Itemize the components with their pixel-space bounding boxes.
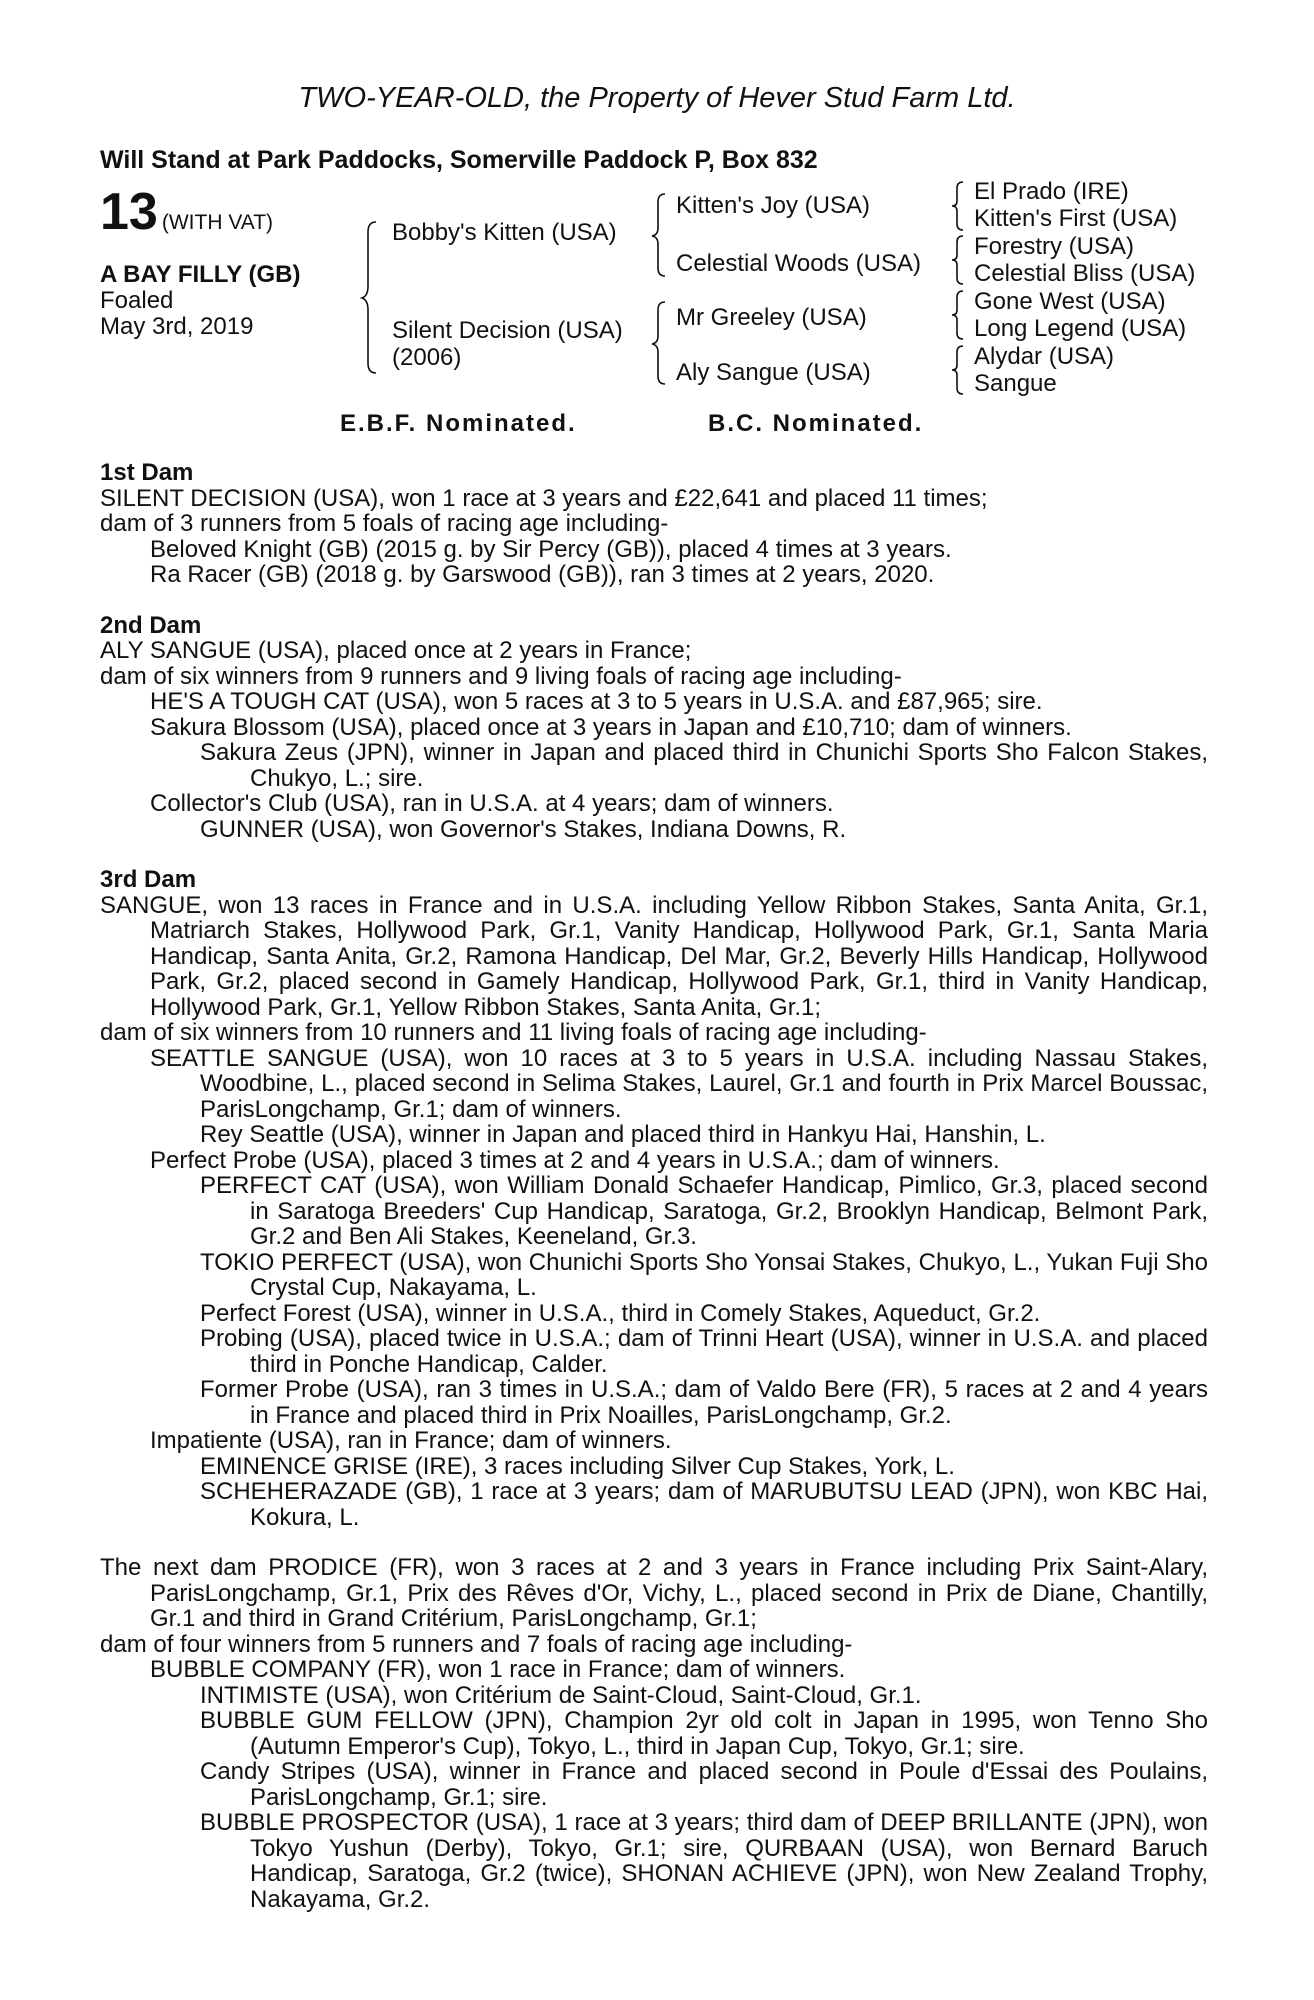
dam-line: The next dam PRODICE (FR), won 3 races at 2 and 3 years in France including Prix Saint-Alary, ParisLongchamp, Gr.1, Prix des Rêves d'Or, Vichy, L., placed second in Prix de Diane, Chantilly, Gr.1 and third in Grand Critérium, ParisLongchamp, Gr.1; — [100, 1554, 1208, 1632]
pedigree-sire: Bobby's Kitten (USA) — [392, 219, 617, 246]
stand-location: Will Stand at Park Paddocks, Somerville Paddock P, Box 832 — [100, 146, 818, 174]
pedigree-dam: Silent Decision (USA) — [392, 317, 623, 344]
page-title: TWO-YEAR-OLD, the Property of Hever Stud Farm Ltd. — [298, 82, 1016, 114]
dam-line: dam of 3 runners from 5 foals of racing age including- — [100, 510, 669, 537]
progeny-line: EMINENCE GRISE (IRE), 3 races including Silver Cup Stakes, York, L. — [200, 1452, 955, 1480]
pedigree-g3: Forestry (USA) — [974, 233, 1135, 260]
dam-line: SILENT DECISION (USA), won 1 race at 3 years and £22,641 and placed 11 times; — [100, 484, 988, 512]
pedigree-g7: Alydar (USA) — [974, 343, 1115, 370]
ebf-nomination: E.B.F. Nominated. — [340, 410, 577, 437]
pedigree-g1: El Prado (IRE) — [974, 178, 1129, 205]
pedigree-g2: Kitten's First (USA) — [974, 205, 1178, 232]
foaled-label: Foaled — [100, 287, 174, 314]
progeny-line: INTIMISTE (USA), won Critérium de Saint-Cloud, Saint-Cloud, Gr.1. — [200, 1681, 922, 1709]
progeny-line: TOKIO PERFECT (USA), won Chunichi Sports Sho Yonsai Stakes, Chukyo, L., Yukan Fuji Sho Crystal Cup, Nakayama, L. — [200, 1248, 1208, 1301]
pedigree-g6: Long Legend (USA) — [974, 315, 1187, 342]
sire-line-brace-icon — [650, 192, 668, 278]
progeny-line: HE'S A TOUGH CAT (USA), won 5 races at 3 to 5 years in U.S.A. and £87,965; sire. — [150, 688, 1043, 715]
sire-dam-brace-icon — [360, 220, 380, 375]
progeny-line: PERFECT CAT (USA), won William Donald Schaefer Handicap, Pimlico, Gr.3, placed second in Saratoga Breeders' Cup Handicap, Saratoga, Gr.2, Brooklyn Handicap, Belmont Park, Gr.2 and Ben Ali Stakes, Keeneland, Gr.3. — [200, 1172, 1208, 1250]
progeny-line: Former Probe (USA), ran 3 times in U.S.A.; dam of Valdo Bere (FR), 5 races at 2 and 4 years in France and placed third in Prix Noailles, ParisLongchamp, Gr.2. — [200, 1376, 1208, 1429]
progeny-line: Perfect Forest (USA), winner in U.S.A., third in Comely Stakes, Aqueduct, Gr.2. — [200, 1299, 1041, 1327]
progeny-line: Probing (USA), placed twice in U.S.A.; dam of Trinni Heart (USA), winner in U.S.A. and placed third in Ponche Handicap, Calder. — [200, 1325, 1208, 1378]
dam-line: dam of six winners from 10 runners and 11 living foals of racing age including- — [100, 1019, 927, 1046]
first-dam-section — [100, 460, 1208, 588]
pedigree-sire-sire: Kitten's Joy (USA) — [676, 192, 870, 219]
lot-number: 13 — [100, 183, 158, 241]
progeny-line: Candy Stripes (USA), winner in France and placed second in Poule d'Essai des Poulains, ParisLongchamp, Gr.1; sire. — [200, 1758, 1208, 1811]
dam-line: dam of four winners from 5 runners and 7 foals of racing age including- — [100, 1630, 853, 1658]
g56-brace-icon — [950, 289, 966, 341]
dam-line: ALY SANGUE (USA), placed once at 2 years in France; — [100, 637, 692, 664]
third-dam-section — [100, 867, 1208, 1530]
second-dam-section — [100, 613, 1208, 843]
horse-name: A BAY FILLY (GB) — [100, 261, 301, 288]
progeny-line: SEATTLE SANGUE (USA), won 10 races at 3 to 5 years in U.S.A. including Nassau Stakes, Woodbine, L., placed second in Selima Stakes, Laurel, Gr.1 and fourth in Prix Marcel Boussac, ParisLongchamp, Gr.1; dam of winners. — [150, 1044, 1208, 1123]
dam-line-brace-icon — [650, 300, 668, 386]
pedigree-dam-dam: Aly Sangue (USA) — [676, 359, 871, 386]
g34-brace-icon — [950, 234, 966, 286]
bc-nomination: B.C. Nominated. — [708, 410, 924, 437]
pedigree-notes — [100, 460, 1208, 1937]
pedigree-g4: Celestial Bliss (USA) — [974, 260, 1196, 287]
pedigree-g5: Gone West (USA) — [974, 288, 1166, 315]
progeny-line: BUBBLE COMPANY (FR), won 1 race in France; dam of winners. — [150, 1656, 846, 1683]
pedigree-dam-year: (2006) — [392, 344, 462, 371]
pedigree-dam-sire: Mr Greeley (USA) — [676, 304, 867, 331]
next-dam-section — [100, 1555, 1208, 1912]
progeny-line: Sakura Blossom (USA), placed once at 3 years in Japan and £10,710; dam of winners. — [150, 713, 1072, 741]
foaled-date: May 3rd, 2019 — [100, 313, 254, 340]
horse-info — [100, 262, 300, 340]
progeny-line: Ra Racer (GB) (2018 g. by Garswood (GB)), ran 3 times at 2 years, 2020. — [150, 561, 935, 588]
section-heading: 3rd Dam — [100, 866, 197, 893]
g12-brace-icon — [950, 180, 966, 232]
vat-label: (WITH VAT) — [161, 211, 274, 234]
progeny-line: GUNNER (USA), won Governor's Stakes, Indiana Downs, R. — [200, 815, 847, 843]
g78-brace-icon — [950, 344, 966, 396]
progeny-line: SCHEHERAZADE (GB), 1 race at 3 years; dam of MARUBUTSU LEAD (JPN), won KBC Hai, Kokura, L. — [200, 1478, 1208, 1531]
pedigree-sire-dam: Celestial Woods (USA) — [676, 250, 921, 277]
progeny-line: Beloved Knight (GB) (2015 g. by Sir Percy (GB)), placed 4 times at 3 years. — [150, 535, 952, 563]
dam-line: SANGUE, won 13 races in France and in U.S.A. including Yellow Ribbon Stakes, Santa Anita, Gr.1, Matriarch Stakes, Hollywood Park, Gr.1, Vanity Handicap, Hollywood Park, Gr.1, Santa Maria Handicap, Santa Anita, Gr.2, Ramona Handicap, Del Mar, Gr.2, Beverly Hills Handicap, Hollywood Park, Gr.2, placed second in Gamely Handicap, Hollywood Park, Gr.1, third in Vanity Handicap, Hollywood Park, Gr.1, Yellow Ribbon Stakes, Santa Anita, Gr.1; — [100, 891, 1208, 1021]
progeny-line: BUBBLE GUM FELLOW (JPN), Champion 2yr old colt in Japan in 1995, won Tenno Sho (Autumn Emperor's Cup), Tokyo, L., third in Japan Cup, Tokyo, Gr.1; sire. — [200, 1707, 1208, 1760]
dam-line: dam of six winners from 9 runners and 9 living foals of racing age including- — [100, 662, 902, 690]
progeny-line: Rey Seattle (USA), winner in Japan and placed third in Hankyu Hai, Hanshin, L. — [200, 1121, 1046, 1148]
progeny-line: BUBBLE PROSPECTOR (USA), 1 race at 3 years; third dam of DEEP BRILLANTE (JPN), won Tokyo Yushun (Derby), Tokyo, Gr.1; sire, QURBAAN (USA), won Bernard Baruch Handicap, Saratoga, Gr.2 (twice), SHONAN ACHIEVE (JPN), won New Zealand Trophy, Nakayama, Gr.2. — [200, 1809, 1208, 1913]
progeny-line: Impatiente (USA), ran in France; dam of winners. — [150, 1427, 672, 1454]
progeny-line: Collector's Club (USA), ran in U.S.A. at 4 years; dam of winners. — [150, 790, 834, 817]
section-heading: 2nd Dam — [100, 611, 202, 639]
progeny-line: Sakura Zeus (JPN), winner in Japan and placed third in Chunichi Sports Sho Falcon Stakes, Chukyo, L.; sire. — [200, 739, 1208, 792]
section-heading: 1st Dam — [100, 459, 194, 486]
progeny-line: Perfect Probe (USA), placed 3 times at 2 and 4 years in U.S.A.; dam of winners. — [150, 1146, 1000, 1174]
lot-block — [100, 182, 273, 242]
pedigree-g8: Sangue — [974, 370, 1057, 397]
